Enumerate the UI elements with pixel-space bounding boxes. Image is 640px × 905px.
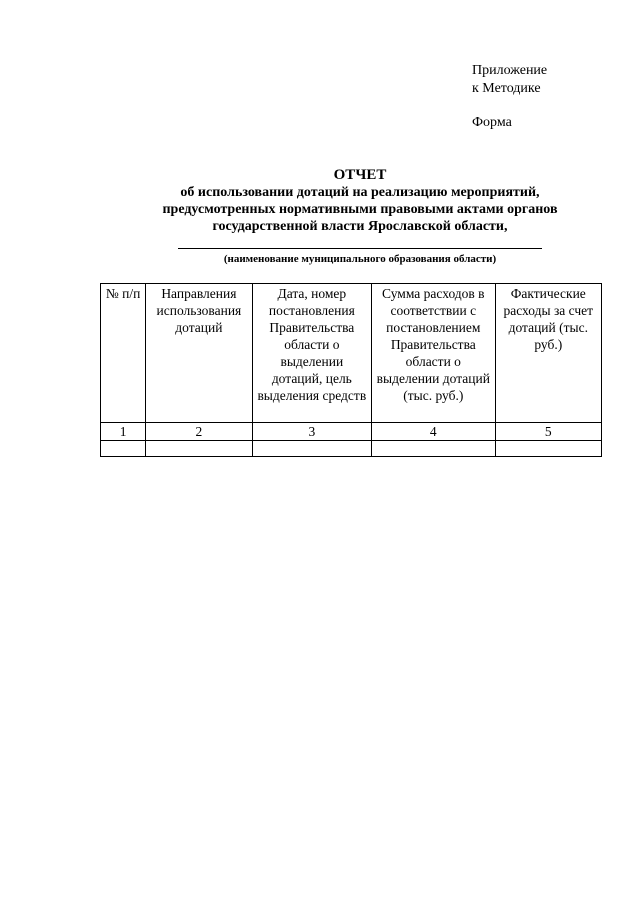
report-subtitle-line-3: государственной власти Ярославской области, — [212, 219, 508, 234]
municipality-caption: (наименование муниципального образования области) — [223, 253, 497, 265]
table-cell — [372, 441, 495, 457]
column-number-cell: 5 — [495, 423, 601, 441]
header-cell-number: № п/п — [101, 284, 146, 423]
table-header-row — [101, 284, 602, 423]
table-row — [101, 441, 602, 457]
column-number-cell: 4 — [372, 423, 495, 441]
report-subtitle-line-2: предусмотренных нормативными правовыми актами органов — [162, 202, 558, 217]
report-title-block — [90, 166, 630, 235]
report-table — [100, 283, 602, 457]
table-cell — [252, 441, 371, 457]
table-cell — [495, 441, 601, 457]
report-subtitle-line-1: об использовании дотаций на реализацию мероприятий, — [180, 185, 540, 200]
column-number-row — [101, 423, 602, 441]
municipality-name-blank — [178, 248, 542, 249]
column-number-cell: 1 — [101, 423, 146, 441]
column-number-cell: 2 — [146, 423, 252, 441]
annex-line-2: к Методике — [472, 81, 541, 96]
header-cell-planned-sum: Сумма расходов в соответствии с постановлением Правительства области о выделении дотаций (тыс. руб.) — [372, 284, 495, 423]
table-cell — [101, 441, 146, 457]
header-cell-actual-expenses: Фактические расходы за счет дотаций (тыс. руб.) — [495, 284, 601, 423]
annex-reference — [472, 62, 547, 98]
annex-line-1: Приложение — [472, 63, 548, 78]
table-cell — [146, 441, 252, 457]
form-label: Форма — [472, 115, 512, 130]
column-number-cell: 3 — [252, 423, 371, 441]
report-title: ОТЧЕТ — [333, 167, 387, 183]
header-cell-resolution: Дата, номер постановления Правительства области о выделении дотаций, цель выделения средств — [252, 284, 371, 423]
header-cell-directions: Направления использования дотаций — [146, 284, 252, 423]
